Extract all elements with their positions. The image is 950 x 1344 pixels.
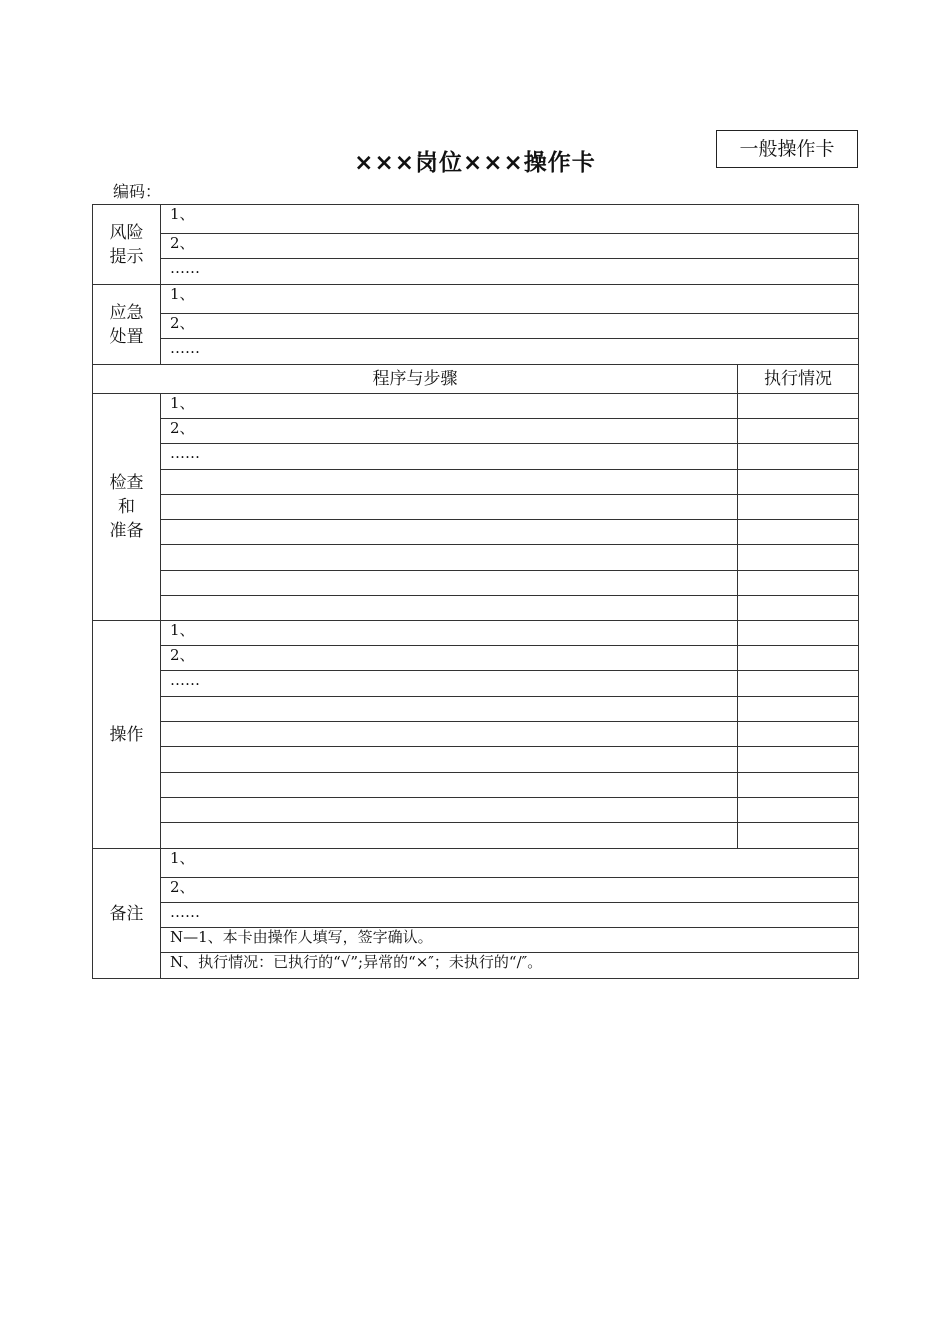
status-cell[interactable] bbox=[738, 419, 859, 444]
page-title: ×××岗位×××操作卡 bbox=[354, 150, 596, 176]
emergency-item: 2、 bbox=[161, 314, 859, 339]
risk-item: 2、 bbox=[161, 234, 859, 259]
status-cell[interactable] bbox=[738, 747, 859, 773]
risk-section-label: 风险 提示 bbox=[93, 205, 161, 285]
inspection-step[interactable] bbox=[161, 545, 738, 571]
risk-item: …… bbox=[161, 259, 859, 285]
inspection-step[interactable] bbox=[161, 571, 738, 596]
operation-section-label: 操作 bbox=[93, 621, 161, 849]
status-cell[interactable] bbox=[738, 823, 859, 849]
status-cell[interactable] bbox=[738, 571, 859, 596]
operation-step[interactable] bbox=[161, 747, 738, 773]
status-cell[interactable] bbox=[738, 545, 859, 571]
status-cell[interactable] bbox=[738, 697, 859, 722]
status-cell[interactable] bbox=[738, 495, 859, 520]
status-cell[interactable] bbox=[738, 621, 859, 646]
status-cell[interactable] bbox=[738, 394, 859, 419]
status-header: 执行情况 bbox=[738, 365, 859, 394]
status-cell[interactable] bbox=[738, 773, 859, 798]
inspection-step[interactable] bbox=[161, 596, 738, 621]
procedure-header: 程序与步骤 bbox=[93, 365, 738, 394]
status-cell[interactable] bbox=[738, 520, 859, 545]
remark-item: 1、 bbox=[161, 849, 859, 878]
operation-step: 1、 bbox=[161, 621, 738, 646]
operation-step[interactable] bbox=[161, 823, 738, 849]
emergency-section-label: 应急 处置 bbox=[93, 285, 161, 365]
inspection-step: 2、 bbox=[161, 419, 738, 444]
inspection-step: 1、 bbox=[161, 394, 738, 419]
operation-step: …… bbox=[161, 671, 738, 697]
operation-step[interactable] bbox=[161, 773, 738, 798]
operation-step[interactable] bbox=[161, 722, 738, 747]
remark-item: 2、 bbox=[161, 878, 859, 903]
status-cell[interactable] bbox=[738, 646, 859, 671]
operation-card-table bbox=[92, 204, 859, 979]
risk-item: 1、 bbox=[161, 205, 859, 234]
status-cell[interactable] bbox=[738, 444, 859, 470]
remark-item: N—1、本卡由操作人填写，签字确认。 bbox=[161, 928, 859, 953]
status-cell[interactable] bbox=[738, 671, 859, 697]
card-type-badge: 一般操作卡 bbox=[716, 130, 858, 168]
inspection-step[interactable] bbox=[161, 495, 738, 520]
status-cell[interactable] bbox=[738, 798, 859, 823]
status-cell[interactable] bbox=[738, 722, 859, 747]
remark-item: N、执行情况：已执行的“√”;异常的“×″；未执行的“/″。 bbox=[161, 953, 859, 979]
operation-step: 2、 bbox=[161, 646, 738, 671]
status-cell[interactable] bbox=[738, 596, 859, 621]
emergency-item: 1、 bbox=[161, 285, 859, 314]
code-label: 编码： bbox=[113, 182, 162, 201]
remark-item: …… bbox=[161, 903, 859, 928]
operation-step[interactable] bbox=[161, 798, 738, 823]
status-cell[interactable] bbox=[738, 470, 859, 495]
emergency-item: …… bbox=[161, 339, 859, 365]
remarks-section-label: 备注 bbox=[93, 849, 161, 979]
inspection-step: …… bbox=[161, 444, 738, 470]
inspection-step[interactable] bbox=[161, 520, 738, 545]
operation-step[interactable] bbox=[161, 697, 738, 722]
inspection-section-label: 检查 和 准备 bbox=[93, 394, 161, 621]
inspection-step[interactable] bbox=[161, 470, 738, 495]
